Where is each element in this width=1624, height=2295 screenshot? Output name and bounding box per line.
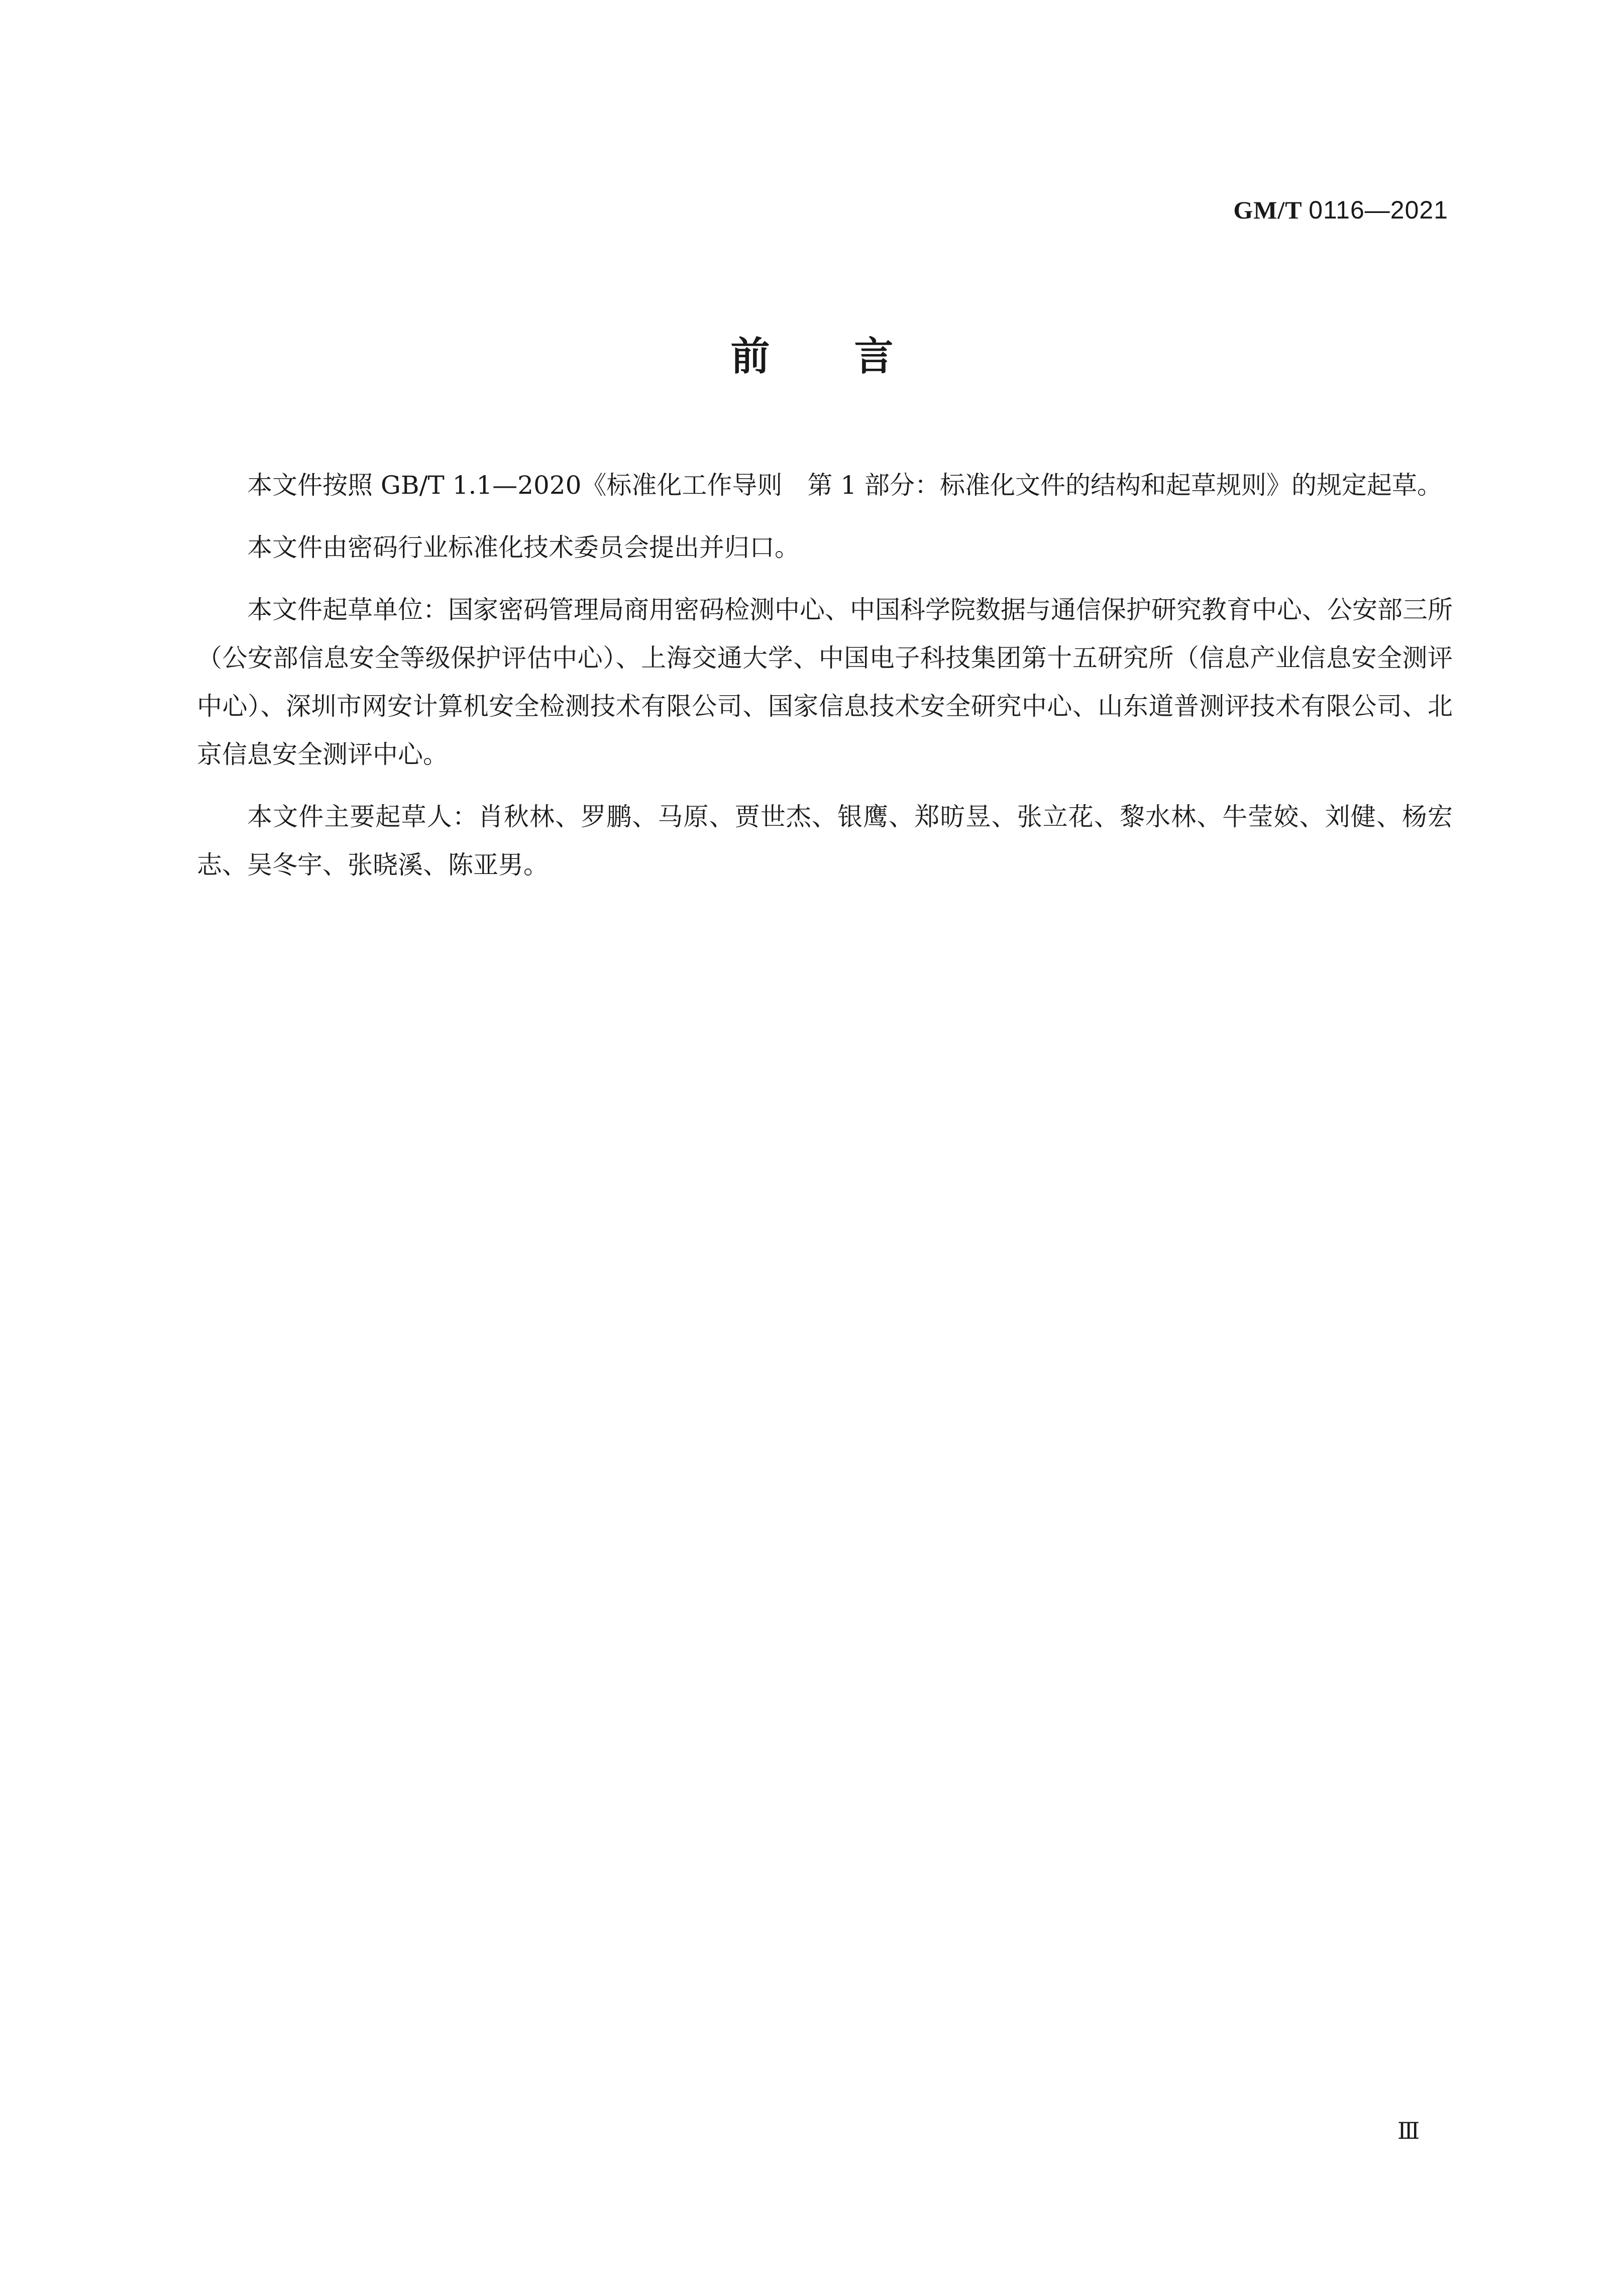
foreword-body — [197, 461, 1453, 903]
paragraph-drafting-units: 本文件起草单位：国家密码管理局商用密码检测中心、中国科学院数据与通信保护研究教育中心、公安部三所（公安部信息安全等级保护评估中心）、上海交通大学、中国电子科技集团第十五研究所（信息产业信息安全测评中心）、深圳市网安计算机安全检测技术有限公司、国家信息技术安全研究中心、山东道普测评技术有限公司、北京信息安全测评中心。 — [197, 595, 1453, 769]
page-title: 前言 — [730, 334, 978, 379]
paragraph-drafting-rules: 本文件按照 GB/T 1.1—2020《标准化工作导则 第 1 部分：标准化文件的结构和起草规则》的规定起草。 — [247, 471, 1443, 500]
document-code — [1233, 195, 1448, 225]
page-number: Ⅲ — [1397, 2118, 1420, 2144]
document-code-prefix: GM/T — [1233, 196, 1302, 224]
paragraph-drafters: 本文件主要起草人：肖秋林、罗鹏、马原、贾世杰、银鹰、郑昉昱、张立花、黎水林、牛莹姣、刘健、杨宏志、吴冬宇、张晓溪、陈亚男。 — [197, 802, 1453, 880]
document-code-number: 0116—2021 — [1309, 196, 1448, 224]
paragraph-proposer: 本文件由密码行业标准化技术委员会提出并归口。 — [247, 533, 800, 562]
